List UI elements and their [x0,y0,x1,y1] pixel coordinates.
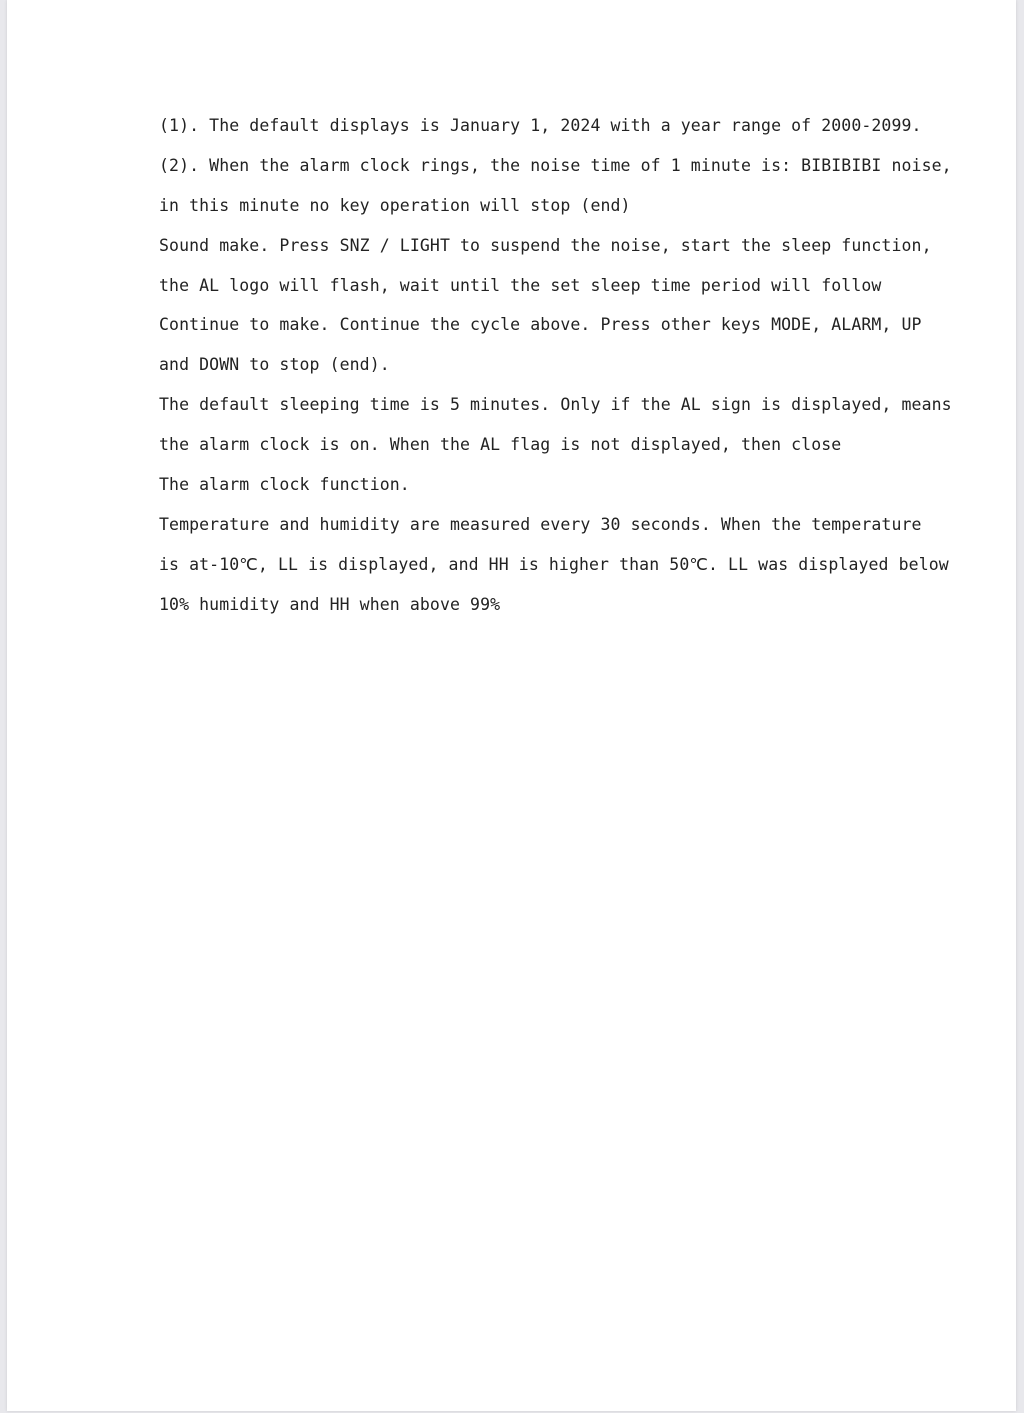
text-line-7: and DOWN to stop (end). [159,355,390,375]
text-line-5: the AL logo will flash, wait until the set sleep time period will follow [159,275,882,295]
text-line-12: is at-10℃, LL is displayed, and HH is higher than 50℃. LL was displayed below [159,554,949,574]
text-line-9: the alarm clock is on. When the AL flag is not displayed, then close [159,435,842,455]
text-line-1: (1). The default displays is January 1, 2024 with a year range of 2000-2099. [159,116,922,135]
text-line-3: in this minute no key operation will stop (end) [159,195,631,215]
text-line-8: The default sleeping time is 5 minutes. Only if the AL sign is displayed, means [159,395,952,415]
text-line-10: The alarm clock function. [159,475,410,495]
text-line-6: Continue to make. Continue the cycle above. Press other keys MODE, ALARM, UP [159,315,922,335]
text-line-11: Temperature and humidity are measured every 30 seconds. When the temperature [159,514,922,534]
document-page [7,0,1016,1411]
text-line-4: Sound make. Press SNZ / LIGHT to suspend the noise, start the sleep function, [159,235,932,255]
document-body [159,106,952,625]
text-line-2: (2). When the alarm clock rings, the noise time of 1 minute is: BIBIBIBI noise, [159,155,952,175]
text-line-13: 10% humidity and HH when above 99% [159,594,501,614]
